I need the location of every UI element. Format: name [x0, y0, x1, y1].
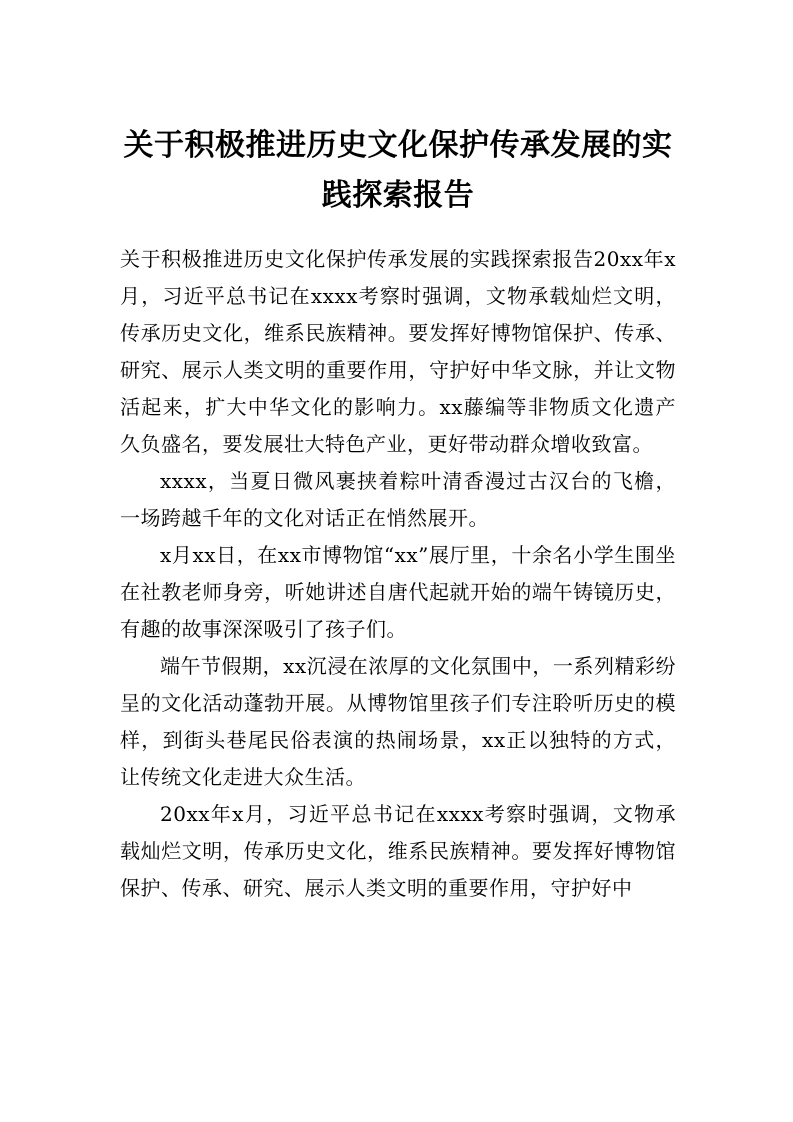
paragraph-intro: 关于积极推进历史文化保护传承发展的实践探索报告20xx年x月，习近平总书记在xxxx考察时强调，文物承载灿烂文明，传承历史文化，维系民族精神。要发挥好博物馆保护、传承、研究、展示人类文明的重要作用，守护好中华文脉，并让文物活起来，扩大中华文化的影响力。xx藤编等非物质文化遗产久负盛名，要发展壮大特色产业，更好带动群众增收致富。 [120, 247, 676, 456]
paragraph-summer: xxxx，当夏日微风裹挟着粽叶清香漫过古汉台的飞檐，一场跨越千年的文化对话正在悄然展开。 [120, 469, 676, 530]
document-title: 关于积极推进历史文化保护传承发展的实践探索报告 [123, 128, 673, 213]
paragraph-museum: x月xx日，在xx市博物馆“xx”展厅里，十余名小学生围坐在社教老师身旁，听她讲述自唐代起就开始的端午铸镜历史，有趣的故事深深吸引了孩子们。 [120, 543, 676, 641]
paragraph-speech: 20xx年x月，习近平总书记在xxxx考察时强调，文物承载灿烂文明，传承历史文化，维系民族精神。要发挥好博物馆保护、传承、研究、展示人类文明的重要作用，守护好中 [120, 802, 676, 900]
paragraph-festival: 端午节假期，xx沉浸在浓厚的文化氛围中，一系列精彩纷呈的文化活动蓬勃开展。从博物馆里孩子们专注聆听历史的模样，到街头巷尾民俗表演的热闹场景，xx正以独特的方式，让传统文化走进大众生活。 [120, 654, 676, 789]
document-body [120, 241, 676, 907]
